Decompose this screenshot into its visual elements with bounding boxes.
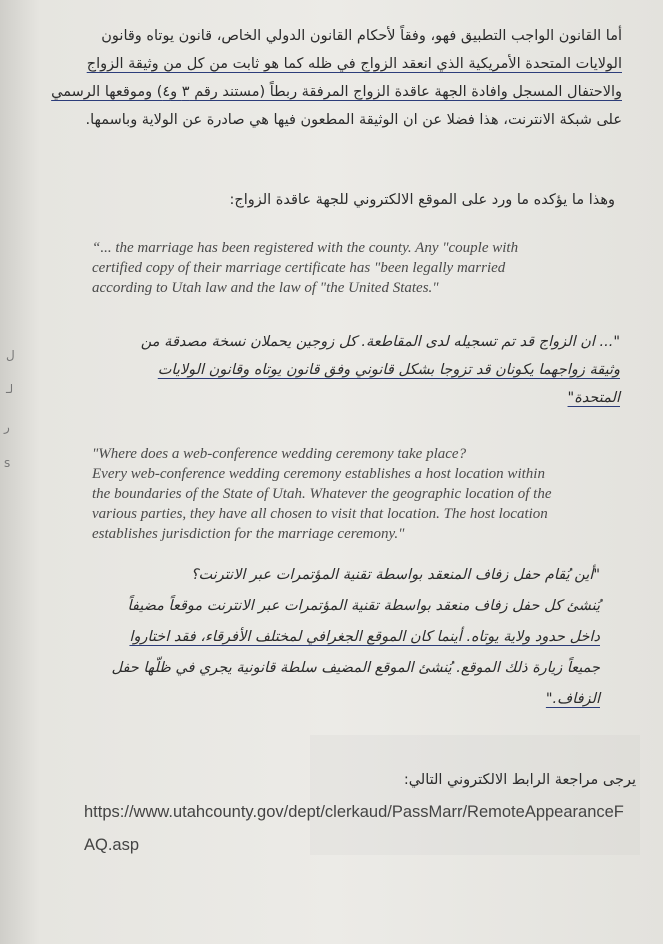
quote-line: Every web-conference wedding ceremony establishes a host location within (92, 466, 545, 482)
reference-url-line2[interactable]: AQ.asp (84, 836, 140, 854)
link-intro-text: يرجى مراجعة الرابط الالكتروني التالي: (403, 772, 636, 788)
quote-line: various parties, they have all chosen to visit that location. The host location (92, 506, 548, 522)
website-intro (70, 186, 615, 214)
paragraph-line: أما القانون الواجب التطبيق فهو، وفقاً لأحكام القانون الدولي الخاص، قانون يوتاه وقانون (101, 28, 622, 44)
quote-line: داخل حدود ولاية يوتاه. أينما كان الموقع الجغرافي لمختلف الأفرقاء، فقد اختاروا (129, 629, 600, 645)
quote-line: جميعاً زيارة ذلك الموقع. يُنشئ الموقع المضيف سلطة قانونية يجري في ظلّها حفل (111, 660, 600, 676)
paragraph-line: الولايات المتحدة الأمريكية الذي انعقد الزواج في ظله كما هو ثابت من كل من وثيقة الزواج (86, 56, 622, 72)
quote-line: "Where does a web-conference wedding ceremony take place? (92, 446, 467, 462)
quote-line: certified copy of their marriage certificate has "been legally married (92, 260, 506, 276)
quote-line: "... ان الزواج قد تم تسجيله لدى المقاطعة. كل زوجين يحملان نسخة مصدقة من (140, 334, 620, 350)
paragraph-line: والاحتفال المسجل وافادة الجهة عاقدة الزواج المرفقة ربطاً (مستند رقم ٣ و٤) وموقعها الرسمي (51, 84, 622, 100)
reference-url-line1[interactable]: https://www.utahcounty.gov/dept/clerkaud/PassMarr/RemoteAppearanceF (84, 803, 624, 821)
quote-line: according to Utah law and the law of "the United States." (92, 280, 439, 296)
margin-mark: s (4, 456, 11, 470)
intro-text: وهذا ما يؤكده ما ورد على الموقع الالكتروني للجهة عاقدة الزواج: (229, 192, 615, 208)
quote-line: "أين يُقام حفل زفاف المنعقد بواسطة تقنية المؤتمرات عبر الانترنت؟ (190, 567, 600, 583)
quote-line: the boundaries of the State of Utah. Whatever the geographic location of the (92, 486, 552, 502)
applicable-law-paragraph (51, 22, 622, 134)
link-intro (300, 766, 636, 794)
quote2-english (92, 444, 602, 544)
quote1-english (92, 238, 592, 298)
quote-line: وثيقة زواجهما يكونان قد تزوجا بشكل قانوني وفق قانون يوتاه وقانون الولايات (157, 362, 620, 378)
margin-mark: ل (6, 348, 15, 362)
ink-bleed-through (310, 735, 640, 855)
quote1-arabic (88, 328, 620, 412)
paragraph-line: على شبكة الانترنت، هذا فضلا عن ان الوثيقة المطعون فيها هي صادرة عن الولاية وباسمها. (85, 112, 622, 128)
margin-mark: ر (4, 420, 10, 434)
quote-line: الزفاف." (545, 691, 600, 707)
margin-mark: لـ (6, 382, 14, 396)
quote-line: establishes jurisdiction for the marriage ceremony." (92, 526, 405, 542)
quote2-arabic (88, 560, 600, 715)
quote-line: المتحدة" (567, 390, 620, 406)
quote-line: يُنشئ كل حفل زفاف منعقد بواسطة تقنية المؤتمرات عبر الانترنت موقعاً مضيفاً (127, 598, 600, 614)
quote-line: “... the marriage has been registered with the county. Any "couple with (92, 240, 519, 256)
